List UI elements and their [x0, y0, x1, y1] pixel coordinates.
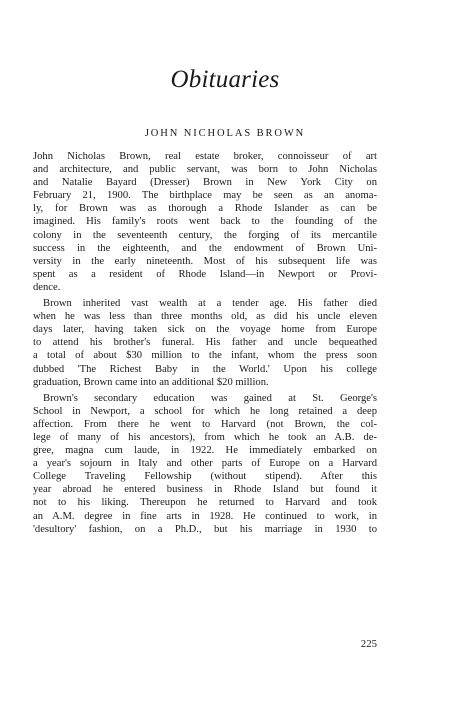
text-line: days later, having taken sick on the voyage home from Europe: [33, 324, 377, 336]
text-line: College Traveling Fellowship (without stipend). After this: [33, 471, 377, 483]
text-line: an A.M. degree in fine arts in 1928. He continued to work, in: [33, 510, 377, 522]
text-line: John Nicholas Brown, real estate broker, connoisseur of art: [33, 151, 377, 162]
text-line: dubbed 'The Richest Baby in the World.' Upon his college: [33, 363, 377, 375]
text-line: when he was less than three months old, as did his uncle eleven: [33, 311, 377, 323]
text-line: lege of many of his ancestors), from which he took an A.B. de-: [33, 431, 377, 443]
text-line: Brown inherited vast wealth at a tender age. His father died: [43, 298, 377, 310]
text-line: School in Newport, a school for which he long retained a deep: [33, 405, 377, 417]
text-line: ly, for Brown was as thorough a Rhode Islander as can be: [33, 203, 377, 215]
text-line: and architecture, and public servant, was born to John Nicholas: [33, 164, 377, 176]
text-line: imagined. His family's roots went back to the founding of the: [33, 216, 377, 228]
article-title: JOHN NICHOLAS BROWN: [144, 128, 306, 139]
text-line: and Natalie Bayard (Dresser) Brown in New York City on: [33, 177, 377, 189]
section-title: Obituaries: [170, 66, 280, 93]
text-line: graduation, Brown came into an additional $20 million.: [33, 376, 269, 388]
article-body: [33, 150, 377, 539]
paragraph-3: [33, 392, 377, 536]
text-line: a year's sojourn in Italy and other parts of Europe on a Harvard: [33, 458, 377, 470]
text-line: a total of about $30 million to the infant, whom the press soon: [33, 350, 377, 362]
text-line: Brown's secondary education was gained at St. George's: [43, 392, 377, 404]
text-line: spent as a resident of Rhode Island—in Newport or Provi-: [33, 268, 377, 280]
text-line: dence.: [33, 281, 61, 293]
text-line: year abroad he entered business in Rhode Island but found it: [33, 484, 377, 496]
page-number: 225: [360, 638, 377, 650]
text-line: 'desultory' fashion, on a Ph.D., but his marriage in 1930 to: [33, 523, 377, 535]
text-line: February 21, 1900. The birthplace may be seen as an anoma-: [33, 190, 377, 202]
text-line: to attend his brother's funeral. His father and uncle bequeathed: [33, 337, 377, 349]
text-line: colony in the seventeenth century, the forging of its mercantile: [33, 229, 377, 241]
paragraph-2: [33, 297, 377, 389]
text-line: gree, magna cum laude, in 1922. He immediately embarked on: [33, 445, 377, 457]
text-line: not to his liking. Thereupon he returned to Harvard and took: [33, 497, 377, 509]
text-line: versity in the early nineteenth. Most of his subsequent life was: [33, 255, 377, 267]
text-line: affection. From there he went to Harvard (not Brown, the col-: [33, 418, 377, 430]
text-line: success in the eighteenth, and the endowment of Brown Uni-: [33, 242, 377, 254]
paragraph-1: [33, 150, 377, 294]
